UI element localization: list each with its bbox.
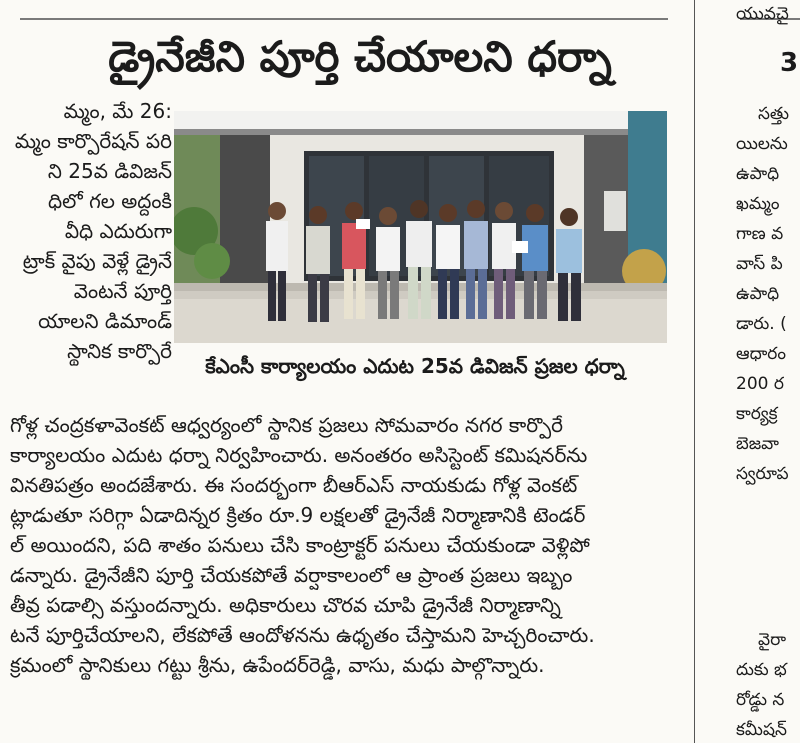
intro-line: వెంటనే పూర్తి bbox=[73, 279, 172, 303]
right-column-bottom-line: దుకు భ bbox=[736, 660, 787, 680]
right-column-line: కార్యక్ర bbox=[736, 404, 778, 424]
right-column-heading-number: 3 bbox=[780, 48, 799, 78]
intro-line: వీధి ఎదురుగా bbox=[64, 219, 172, 243]
intro-line: యాలని డిమాండ్ bbox=[38, 309, 172, 333]
intro-line: ధిలో గల అద్దంకి bbox=[48, 189, 172, 213]
article-headline: డ్రైనేజీని పూర్తి చేయాలని ధర్నా bbox=[108, 32, 612, 81]
body-line: తీవ్ర పడాల్సి వస్తుందన్నారు. అధికారులు చొరవ చూపి డ్రైనేజీ నిర్మాణాన్ని bbox=[10, 593, 561, 617]
intro-line: మ్మం, మే 26: bbox=[63, 99, 172, 123]
right-column-bottom-line: వైరా bbox=[758, 630, 787, 650]
right-column-line: ఖమ్మం bbox=[736, 194, 780, 214]
right-column-line: ఆధారం bbox=[736, 344, 786, 364]
body-line: టనే పూర్తిచేయాలని, లేకపోతే ఆందోళనను ఉధృతం చేస్తామని హెచ్చరించారు. bbox=[10, 623, 595, 647]
right-column-top-fragment: యువచై bbox=[736, 4, 789, 24]
body-line: గోళ్ల చంద్రకళావెంకట్ ఆధ్వర్యంలో స్థానిక ప్రజలు సోమవారం నగర కార్పొరే bbox=[10, 413, 563, 437]
right-column-line: సత్తు bbox=[758, 104, 790, 124]
right-column-line: ఉపాధి bbox=[736, 284, 780, 304]
right-column-bottom-line: రోడ్డు న bbox=[736, 690, 785, 710]
body-line: ల్ అయిందని, పది శాతం పనులు చేసి కాంట్రాక్టర్ పనులు చేయకుండా వెళ్లిపో bbox=[10, 533, 590, 557]
body-line: ట్లాడుతూ సరిగ్గా ఏడాదిన్నర క్రితం రూ.9 లక్షలతో డ్రైనేజీ నిర్మాణానికి టెండర్ bbox=[10, 503, 586, 527]
body-line: డన్నారు. డ్రైనేజీని పూర్తి చేయకపోతే వర్షాకాలంలో ఆ ప్రాంత ప్రజలు ఇబ్బం bbox=[10, 563, 573, 587]
body-line: వినతిపత్రం అందజేశారు. ఈ సందర్భంగా బీఆర్ఎస్ నాయకుడు గోళ్ల వెంకట్ bbox=[10, 473, 578, 497]
right-column-line: డారు. ( bbox=[736, 314, 787, 334]
right-column-line: యిలను bbox=[736, 134, 788, 154]
right-column-line: ఉపాధి bbox=[736, 164, 780, 184]
photo-caption: కేఎంసీ కార్యాలయం ఎదుట 25వ డివిజన్ ప్రజల ధర్నా bbox=[205, 354, 625, 378]
right-column-line: గాణ వ bbox=[736, 224, 784, 244]
body-line: క్రమంలో స్థానికులు గట్టు శ్రీను, ఉపేందర్‌రెడ్డి, వాసు, మధు పాల్గొన్నారు. bbox=[10, 653, 545, 677]
right-column-line: 200 ర bbox=[736, 374, 784, 394]
body-line: కార్యాలయం ఎదుట ధర్నా నిర్వహించారు. అనంతరం అసిస్టెంట్ కమిషనర్‌ను bbox=[10, 443, 588, 467]
column-divider bbox=[694, 0, 695, 743]
intro-line: ట్రాక్ వైపు వెళ్లే డ్రైనే bbox=[22, 249, 172, 273]
intro-line: మ్మం కార్పొరేషన్ పరి bbox=[14, 129, 172, 153]
right-column-line: స్వరూప bbox=[736, 464, 789, 484]
intro-line: స్థానిక కార్పొరే bbox=[67, 339, 172, 363]
right-column-line: వాస్ పి bbox=[736, 254, 783, 274]
right-column-bottom-line: కమీషన్ bbox=[736, 720, 787, 740]
intro-line: ని 25వ డివిజన్ bbox=[47, 159, 172, 183]
protest-photo bbox=[174, 111, 667, 343]
right-column-line: బెజవా bbox=[736, 434, 779, 454]
adjacent-article-column bbox=[700, 0, 800, 743]
top-divider bbox=[20, 18, 668, 20]
